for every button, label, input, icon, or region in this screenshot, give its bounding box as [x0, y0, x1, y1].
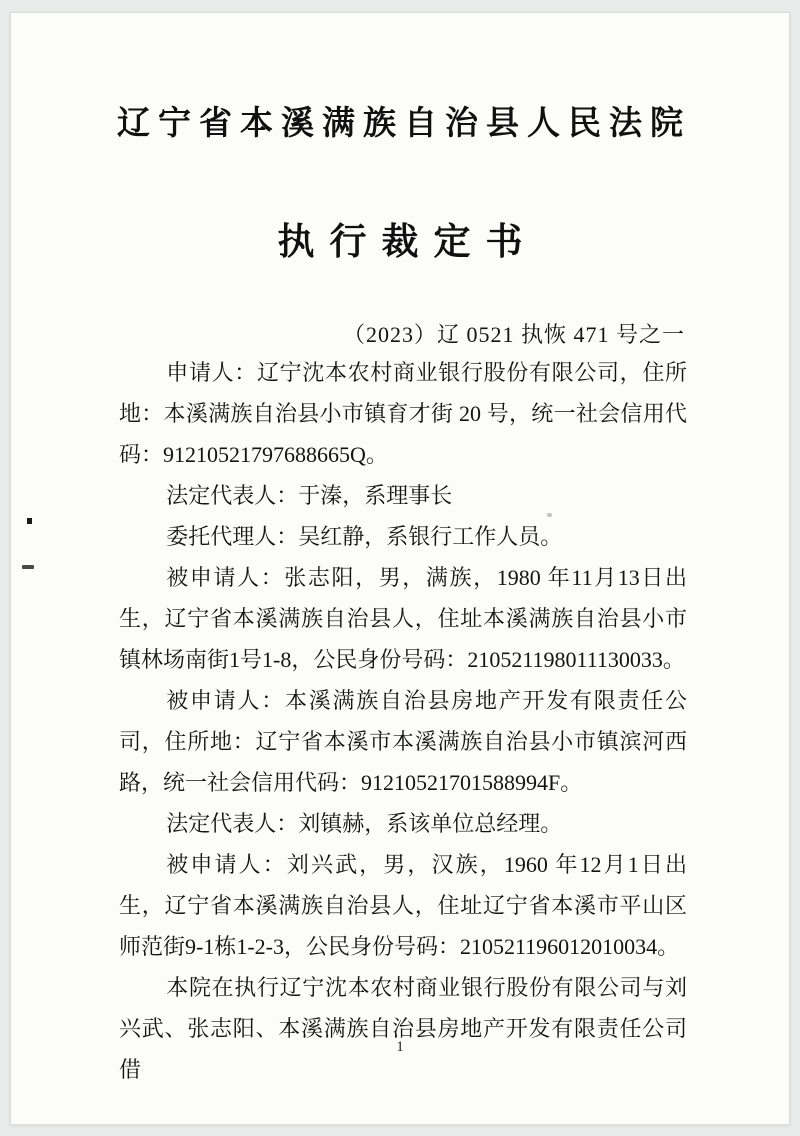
scan-artifact-dot — [27, 518, 32, 524]
page-number: 1 — [396, 1039, 404, 1055]
court-name-heading: 辽宁省本溪满族自治县人民法院 — [117, 106, 691, 142]
document-page — [10, 12, 790, 1125]
paragraph-legal-representative-2: 法定代表人：刘镇赫，系该单位总经理。 — [166, 811, 563, 836]
document-body — [119, 352, 687, 1090]
document-title: 执行裁定书 — [277, 222, 538, 263]
paragraph-respondent-1: 被申请人：张志阳，男，满族，1980 年11月13日出生，辽宁省本溪满族自治县人，住址本溪满族自治县小市镇林场南街1号1-8，公民身份号码：210521198011130033。 — [119, 565, 687, 672]
paragraph-applicant: 申请人：辽宁沈本农村商业银行股份有限公司，住所地：本溪满族自治县小市镇育才街 20 号，统一社会信用代码：91210521797688665Q。 — [119, 360, 687, 467]
scan-artifact-faint-dot — [547, 513, 552, 517]
paragraph-case-background: 本院在执行辽宁沈本农村商业银行股份有限公司与刘兴武、张志阳、本溪满族自治县房地产开发有限责任公司借 — [119, 975, 687, 1082]
paragraph-respondent-2: 被申请人：本溪满族自治县房地产开发有限责任公司，住所地：辽宁省本溪市本溪满族自治县小市镇滨河西路，统一社会信用代码：91210521701588994F。 — [119, 688, 687, 795]
scan-artifact-dash — [22, 565, 34, 569]
paragraph-respondent-3: 被申请人：刘兴武，男，汉族，1960 年12月1日出生，辽宁省本溪满族自治县人，住址辽宁省本溪市平山区师范街9-1栋1-2-3，公民身份号码：210521196012010034。 — [119, 852, 687, 959]
case-number: （2023）辽 0521 执恢 471 号之一 — [342, 322, 685, 347]
paragraph-entrusted-agent: 委托代理人：吴红静，系银行工作人员。 — [166, 524, 563, 549]
paragraph-legal-representative-1: 法定代表人：于溱，系理事长 — [166, 483, 453, 508]
